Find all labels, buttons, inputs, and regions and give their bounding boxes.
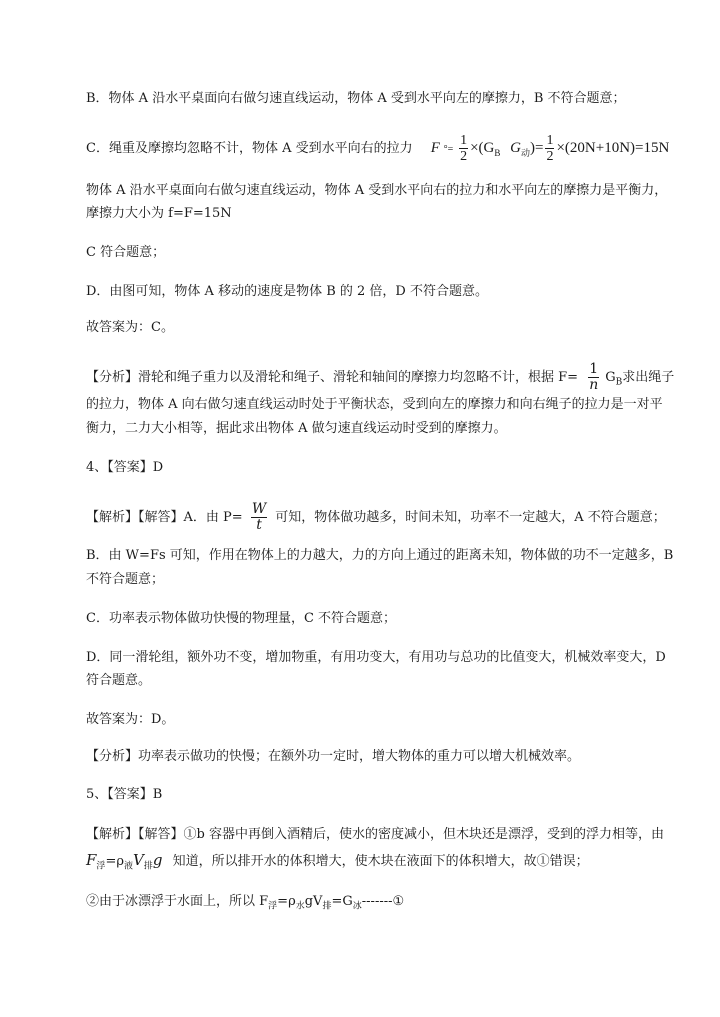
formula-mark: °= (443, 143, 454, 155)
q4-c-line: C．功率表示物体做功快慢的物理量，C 不符合题意； (86, 611, 397, 626)
q4-d-line1: D．同一滑轮组，额外功不变，增加物重，有用功变大，有用功与总功的比值变大，机械效率变大，D (86, 650, 666, 665)
w-over-t-fraction: $\frac{W}{t}$ (251, 501, 267, 533)
formula-f: F (430, 139, 440, 156)
ice-line-pre: ②由于冰漂浮于水面上，所以 F (86, 894, 269, 909)
ice-sub-fu: 浮 (268, 901, 278, 912)
buoyancy-sub-ye: 液 (123, 861, 133, 872)
option-b-line: B．物体 A 沿水平桌面向右做匀速直线运动，物体 A 受到水平向左的摩擦力，B 不符合题意； (86, 91, 626, 106)
formula-g-dong: G (510, 139, 521, 156)
q4-explanation-line (86, 502, 666, 533)
ice-sub-pai: 排 (322, 901, 332, 912)
analysis-4: 【分析】功率表示做功的快慢；在额外功一定时，增大物体的重力可以增大机械效率。 (86, 749, 581, 764)
analysis-3-pre: 【分析】滑轮和绳子重力以及滑轮和绳子、滑轮和轴间的摩擦力均忽略不计，根据 F= (86, 370, 579, 385)
ice-rho: =ρ (277, 894, 296, 909)
ice-sub-bing: 冰 (352, 901, 362, 912)
q5-explanation-line1: 【解析】【解答】①b 容器中再倒入酒精后，使水的密度减小，但木块还是漂浮，受到的浮力相等，由 (86, 827, 664, 842)
analysis-3-line3: 衡力，二力大小相等，据此求出物体 A 做匀速直线运动时受到的摩擦力。 (86, 421, 507, 436)
option-c-text: C．绳重及摩擦均忽略不计，物体 A 受到水平向右的拉力 (86, 140, 413, 156)
c-conf-line: C 符合题意； (86, 245, 166, 260)
formula-gb: ×(G (470, 139, 495, 156)
formula-result: ×(20N+10N)=15N (556, 139, 670, 156)
analysis-3-line1 (86, 362, 674, 393)
buoyancy-v: V (133, 851, 144, 869)
analysis-3-line2: 的拉力，物体 A 向右做匀速直线运动时处于平衡状态，受到向左的摩擦力和向右绳子的拉力是一对平 (86, 397, 663, 412)
half-fraction-2: $\frac{1}{2}$ (546, 133, 554, 164)
analysis-3-post: 求出绳子 (622, 370, 675, 385)
buoyancy-rho: =ρ (105, 854, 124, 869)
q4-explanation-post: 可知，物体做功越多，时间未知，功率不一定越大，A 不符合题意； (275, 510, 666, 525)
q4-d-line2: 符合题意。 (86, 673, 152, 688)
ice-g: =G (331, 894, 353, 909)
formula-sub-dong: 动 (520, 147, 530, 158)
option-c-line (86, 133, 669, 164)
q4-explanation-pre: 【解析】【解答】A．由 P= (86, 510, 243, 525)
formula-sub-b: B (494, 147, 501, 158)
one-over-n-fraction: $\frac{1}{n}$ (589, 361, 599, 393)
q4-b-line1: B．由 W=Fs 可知，作用在物体上的力越大，力的方向上通过的距离未知，物体做的功不一定越多，B (86, 548, 674, 563)
q5-explanation-line2 (86, 851, 589, 876)
answer-4: 故答案为：D。 (86, 712, 175, 727)
analysis-3-g: G (605, 370, 616, 385)
ice-sub-shui: 水 (295, 901, 305, 912)
answer-3: 故答案为：C。 (86, 320, 174, 335)
analysis-3-sub: B (615, 377, 623, 388)
c-cont-line1: 物体 A 沿水平桌面向右做匀速直线运动，物体 A 受到水平向右的拉力和水平向左的摩擦力是平衡力， (86, 183, 668, 198)
c-cont-line2: 摩擦力大小为 f=F=15N (86, 206, 232, 221)
ice-gv: gV (304, 894, 323, 909)
q4-b-line2: 不符合题意； (86, 572, 165, 587)
buoyancy-f: F (86, 851, 97, 869)
ice-line-end: -------① (361, 894, 405, 909)
half-fraction: $\frac{1}{2}$ (460, 133, 468, 164)
buoyancy-sub-pai: 排 (143, 861, 153, 872)
question-5-answer: 5、【答案】B (86, 787, 163, 802)
option-d-line: D．由图可知，物体 A 移动的速度是物体 B 的 2 倍，D 不符合题意。 (86, 284, 488, 299)
q5-explanation-rest: 知道，所以排开水的体积增大，使木块在液面下的体积增大，故①错误； (172, 854, 589, 869)
pull-force-formula (430, 133, 670, 164)
buoyancy-sub-fu: 浮 (96, 861, 106, 872)
q5-ice-line (86, 893, 404, 916)
buoyancy-g: g (152, 851, 163, 869)
formula-eq: )= (529, 139, 544, 156)
question-4-answer: 4、【答案】D (86, 460, 164, 475)
